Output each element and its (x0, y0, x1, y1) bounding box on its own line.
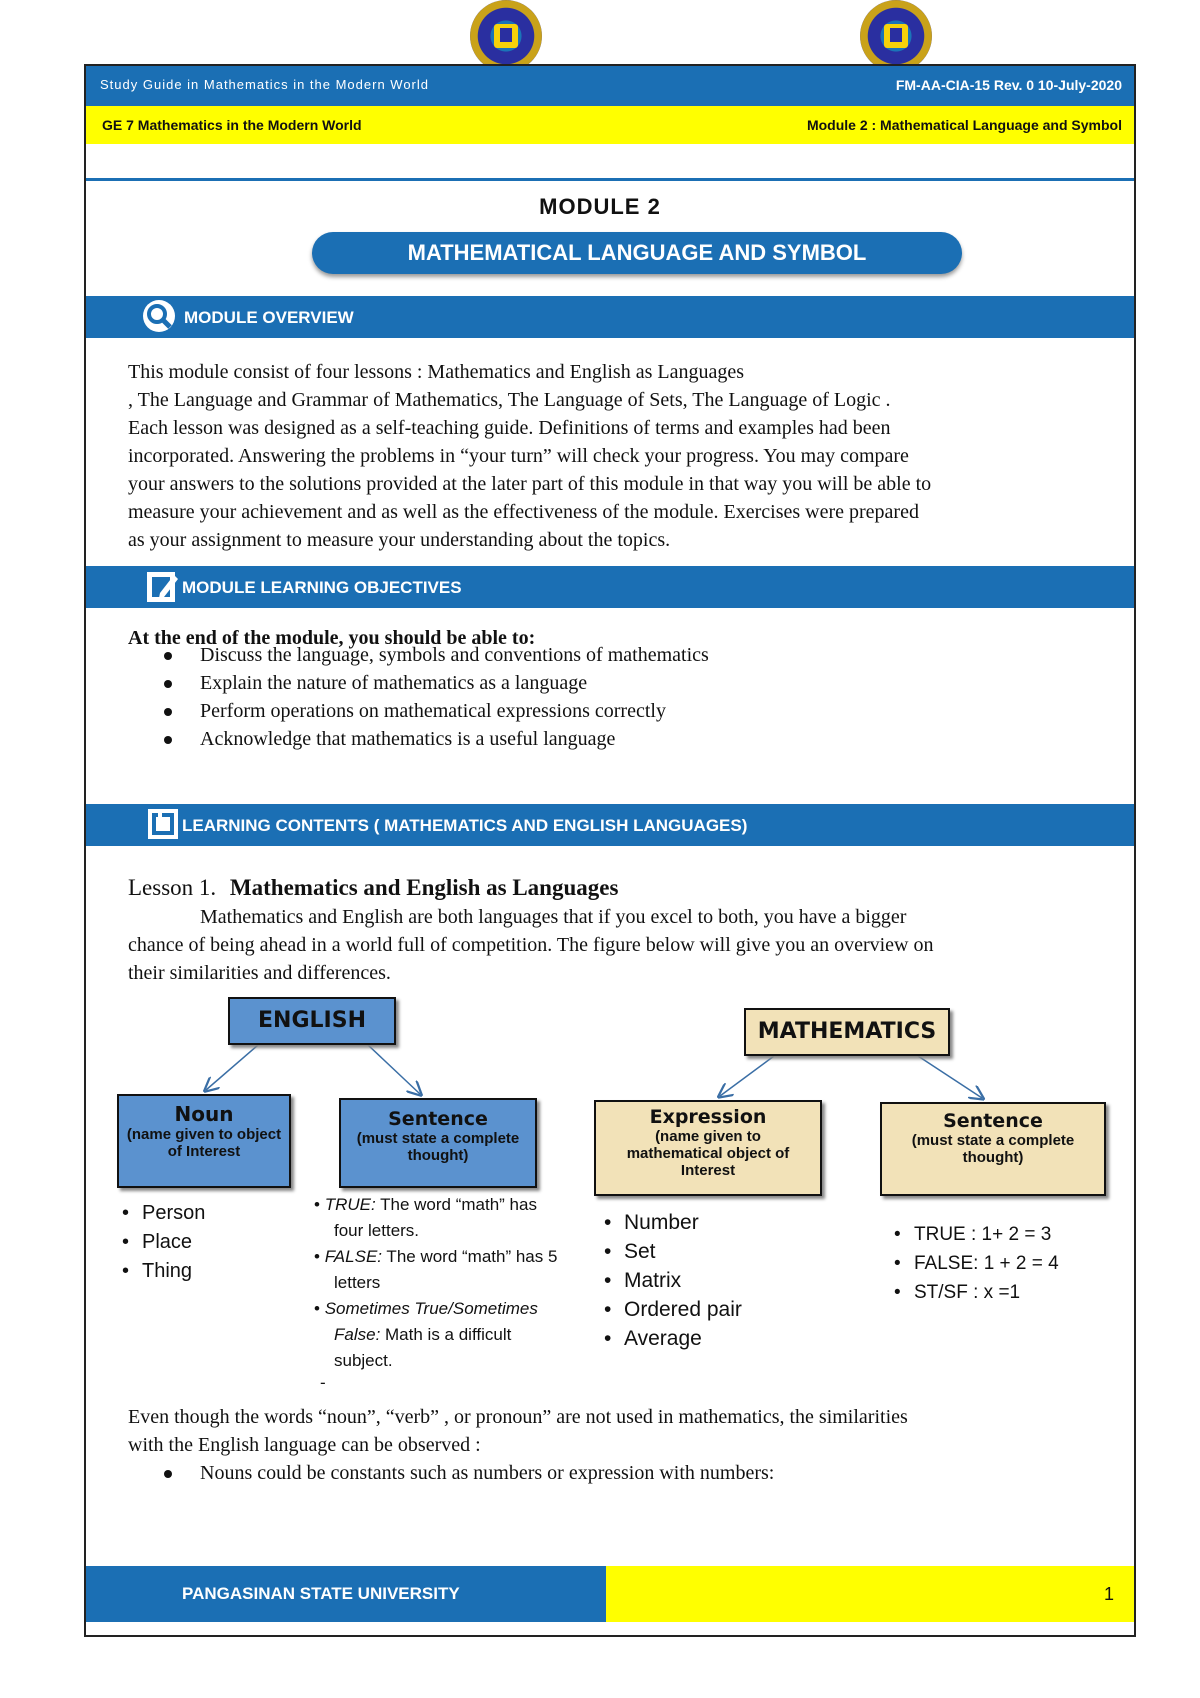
overview-line: , The Language and Grammar of Mathematics, The Language of Sets, The Language of Logic . (128, 389, 891, 411)
objective-item: Acknowledge that mathematics is a useful language (128, 725, 709, 753)
contents-heading: LEARNING CONTENTS ( MATHEMATICS AND ENGLISH LANGUAGES) (182, 816, 748, 835)
objectives-heading: MODULE LEARNING OBJECTIVES (182, 578, 462, 597)
sentence-item-stsf-cont: False: Math is a difficult (334, 1325, 512, 1344)
objectives-lead: At the end of the module, you should be able to: (128, 627, 536, 649)
overview-line: Each lesson was designed as a self-teaching guide. Definitions of terms and examples had been (128, 417, 891, 439)
footer-university-bar (86, 1566, 606, 1622)
overview-line: incorporated. Answering the problems in “your turn” will check your progress. You may compare (128, 445, 909, 467)
similarities-line: Even though the words “noun”, “verb” , or pronoun” are not used in mathematics, the similarities (128, 1406, 908, 1428)
expression-list (604, 1208, 742, 1353)
intro-line: their similarities and differences. (128, 962, 391, 984)
noun-item: • Person (122, 1199, 205, 1228)
overview-line: measure your achievement and as well as the effectiveness of the module. Exercises were prepared (128, 501, 919, 523)
overview-line: your answers to the solutions provided at the later part of this module in that way you will be able to (128, 473, 932, 495)
expression-desc: (name given to (655, 1128, 761, 1145)
expression-desc: Interest (680, 1162, 736, 1179)
expression-item: • Ordered pair (604, 1295, 742, 1324)
math-box (744, 1008, 950, 1056)
intro-line: chance of being ahead in a world full of competition. The figure below will give you an overview on (128, 934, 934, 956)
expression-item: • Average (604, 1324, 742, 1353)
sentence-item-stsf: • Sometimes True/Sometimes (314, 1299, 538, 1318)
expression-title: Expression (649, 1106, 767, 1128)
english-sentence-title: Sentence (388, 1108, 488, 1130)
math-sentence-title: Sentence (943, 1110, 1043, 1132)
objective-item: Discuss the language, symbols and conventions of mathematics (128, 641, 709, 669)
module-label: Module 2 : Mathematical Language and Symbol (806, 117, 1122, 133)
noun-desc: of Interest (167, 1143, 241, 1160)
guide-title: Study Guide in Mathematics in the Modern World (100, 77, 430, 92)
math-sentence-item: • FALSE: 1 + 2 = 4 (894, 1249, 1059, 1278)
math-sentence-desc: thought) (962, 1149, 1024, 1166)
sentence-item-false-cont: letters (334, 1273, 381, 1292)
page-number: 1 (1103, 1584, 1114, 1604)
footer-page-bar (606, 1566, 1134, 1622)
sentence-item-false: • FALSE: The word “math” has 5 (314, 1247, 558, 1266)
english-sentence-list (314, 1192, 574, 1392)
similarities-list (128, 1459, 774, 1487)
sentence-item-true: • TRUE: The word “math” has (314, 1195, 537, 1214)
english-sentence-desc: thought) (407, 1147, 469, 1164)
noun-item: • Thing (122, 1257, 205, 1286)
expression-desc: mathematical object of (626, 1145, 790, 1162)
stray-mark: - (320, 1373, 326, 1392)
lesson-title: Mathematics and English as Languages (229, 875, 619, 900)
noun-list (122, 1199, 205, 1286)
noun-item: • Place (122, 1228, 205, 1257)
course-label: GE 7 Mathematics in the Modern World (102, 117, 362, 133)
sentence-item-true-cont: four letters. (334, 1221, 420, 1240)
objective-item: Explain the nature of mathematics as a language (128, 669, 709, 697)
english-sentence-box (339, 1098, 537, 1188)
lesson-prefix: Lesson 1. (128, 875, 217, 900)
similarities-item: Nouns could be constants such as numbers or expression with numbers: (128, 1459, 774, 1487)
expression-item: • Matrix (604, 1266, 742, 1295)
similarities-line: with the English language can be observed : (128, 1434, 481, 1456)
english-sentence-desc: (must state a complete (356, 1130, 520, 1147)
overview-heading: MODULE OVERVIEW (184, 308, 354, 327)
intro-line: Mathematics and English are both languages that if you excel to both, you have a bigger (200, 906, 907, 928)
overview-line: This module consist of four lessons : Mathematics and English as Languages (128, 361, 745, 383)
noun-title: Noun (174, 1102, 234, 1126)
noun-box (117, 1094, 291, 1188)
math-sentence-desc: (must state a complete (911, 1132, 1075, 1149)
english-title: ENGLISH (258, 1008, 366, 1033)
math-sentence-item: • TRUE : 1+ 2 = 3 (894, 1220, 1059, 1249)
page-title: MODULE 2 (539, 194, 661, 219)
expression-item: • Number (604, 1208, 742, 1237)
english-box (228, 997, 396, 1045)
similarities-text (128, 1403, 1118, 1459)
math-sentence-list (894, 1220, 1059, 1307)
footer-university: PANGASINAN STATE UNIVERSITY (182, 1584, 460, 1603)
math-sentence-box (880, 1102, 1106, 1196)
noun-desc: (name given to object (126, 1126, 282, 1143)
expression-item: • Set (604, 1237, 742, 1266)
expression-box (594, 1100, 822, 1196)
form-code: FM-AA-CIA-15 Rev. 0 10-July-2020 (895, 77, 1122, 93)
module-subtitle: MATHEMATICAL LANGUAGE AND SYMBOL (312, 232, 962, 274)
math-title: MATHEMATICS (757, 1019, 937, 1044)
math-sentence-item: • ST/SF : x =1 (894, 1278, 1059, 1307)
overview-line: as your assignment to measure your understanding about the topics. (128, 529, 671, 551)
sentence-item-stsf-cont2: subject. (334, 1351, 393, 1370)
objective-item: Perform operations on mathematical expressions correctly (128, 697, 709, 725)
